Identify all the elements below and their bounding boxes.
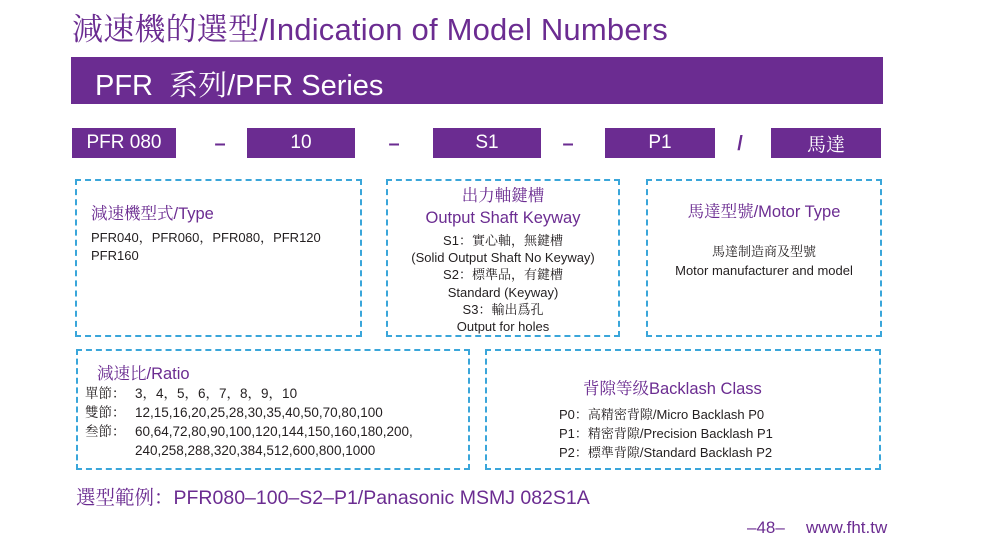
motor-desc-zh: 馬達制造商及型號 <box>711 244 816 259</box>
page-number: –48– <box>747 518 785 537</box>
selection-example: 選型範例：PFR080–100–S2–P1/Panasonic MSMJ 082S1A <box>76 487 590 509</box>
keyway-heading-en: Output Shaft Keyway <box>425 209 581 227</box>
backlash-p1: P1：精密背隙/Precision Backlash P1 <box>559 426 773 441</box>
backlash-p0: P0：高精密背隙/Micro Backlash P0 <box>559 407 765 422</box>
keyway-option-s2-desc: Standard (Keyway) <box>447 284 559 300</box>
ratio-single-values: 3，4，5，6，7，8，9，10 <box>135 386 298 401</box>
motor-desc-en: Motor manufacturer and model <box>675 263 853 278</box>
motor-box <box>646 179 882 337</box>
code-segment-keyway: S1 <box>433 128 541 158</box>
keyway-options <box>388 232 618 335</box>
ratio-double-values: 12,15,16,20,25,28,30,35,40,50,70,80,100 <box>135 405 383 420</box>
series-banner-label: PFR 系列/PFR Series <box>95 70 384 102</box>
code-segment-motor: 馬達 <box>771 128 881 158</box>
website-link[interactable]: www.fht.tw <box>806 518 888 537</box>
series-banner <box>71 57 883 104</box>
type-box <box>75 179 362 337</box>
ratio-triple-values-2: 240,258,288,320,384,512,600,800,1000 <box>135 443 376 458</box>
ratio-triple-values-1: 60,64,72,80,90,100,120,144,150,160,180,200, <box>135 424 413 439</box>
keyway-option-s3-desc: Output for holes <box>456 319 550 335</box>
code-segment-backlash: P1 <box>605 128 715 158</box>
ratio-triple-label: 叁節： <box>85 424 126 439</box>
keyway-option-s1: S1：實心軸，無鍵槽 <box>443 233 563 248</box>
backlash-p2: P2：標準背隙/Standard Backlash P2 <box>559 445 773 460</box>
type-models-line-1: PFR040，PFR060，PFR080，PFR120 <box>91 230 321 245</box>
code-segment-ratio: 10 <box>247 128 355 158</box>
code-separator-2: – <box>388 133 400 155</box>
keyway-heading-zh: 出力軸鍵槽 <box>461 187 545 205</box>
motor-heading: 馬達型號/Motor Type <box>687 203 841 221</box>
code-separator-1: – <box>214 133 226 155</box>
keyway-option-s3: S3：輸出爲孔 <box>462 301 544 317</box>
ratio-single-label: 單節： <box>85 386 126 401</box>
keyway-option-s1-desc: (Solid Output Shaft No Keyway) <box>411 250 595 266</box>
type-models-line-2: PFR160 <box>91 248 139 263</box>
ratio-heading: 減速比/Ratio <box>97 365 190 383</box>
page-title: 減速機的選型/Indication of Model Numbers <box>72 12 668 47</box>
backlash-heading: 背隙等级Backlash Class <box>583 380 762 398</box>
keyway-option-s2: S2：標準品，有鍵槽 <box>443 267 563 283</box>
ratio-double-label: 雙節： <box>85 405 126 420</box>
code-separator-3: – <box>562 133 574 155</box>
type-heading: 減速機型式/Type <box>91 205 214 223</box>
backlash-box <box>485 349 881 470</box>
ratio-box <box>76 349 470 470</box>
code-separator-4: / <box>737 133 743 155</box>
code-segment-model: PFR 080 <box>72 128 176 158</box>
keyway-box <box>386 179 620 337</box>
